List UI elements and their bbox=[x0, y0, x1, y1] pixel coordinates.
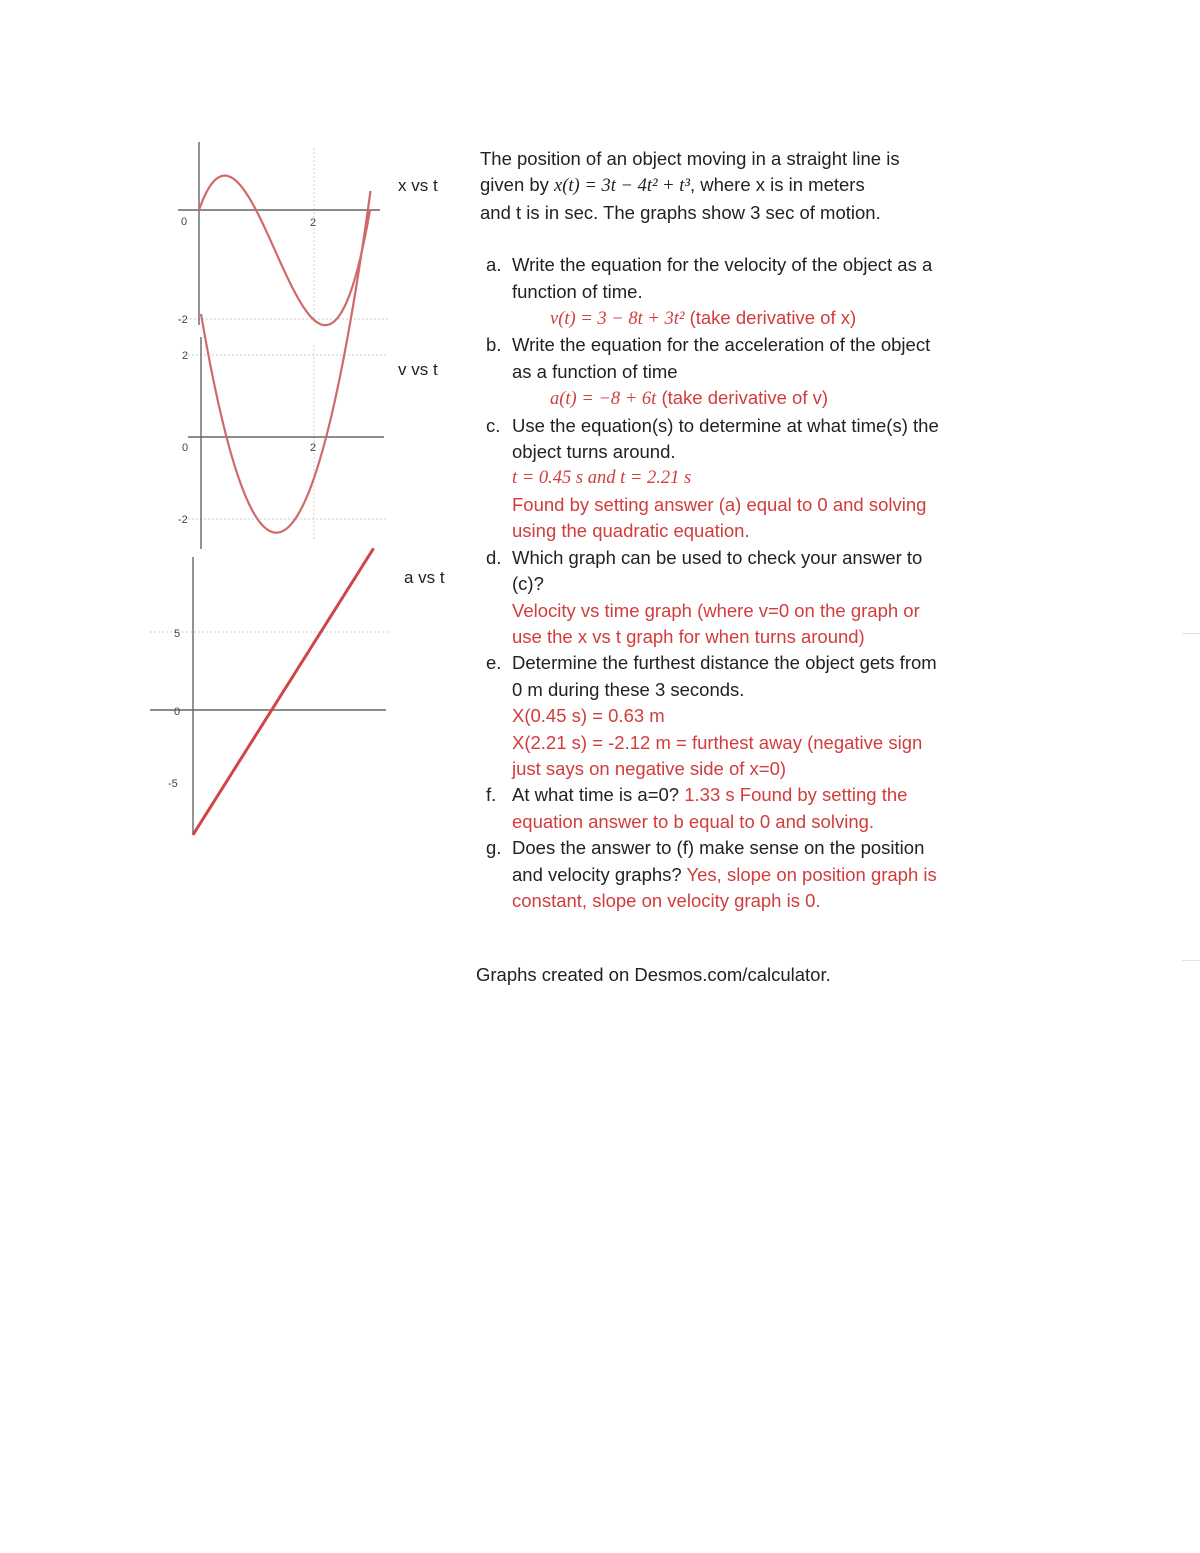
position-graph-plot bbox=[148, 140, 393, 330]
answer-e-1: X(0.45 s) = 0.63 m bbox=[512, 705, 665, 727]
position-graph-label: x vs t bbox=[398, 176, 438, 195]
problem-text bbox=[478, 146, 948, 914]
question-letter: e. bbox=[486, 652, 502, 674]
answer-note: (take derivative of v) bbox=[656, 387, 829, 409]
intro-line-3: and t is in sec. The graphs show 3 sec of motion. bbox=[480, 201, 881, 223]
question-letter: b. bbox=[486, 334, 502, 356]
question-letter: g. bbox=[486, 837, 502, 859]
acceleration-equation: a(t) = −8 + 6t bbox=[550, 389, 657, 410]
intro-line-2-rest: , where x is in meters bbox=[689, 174, 865, 196]
problem-intro bbox=[480, 146, 948, 226]
question-a bbox=[478, 252, 948, 332]
velocity-graph-plot bbox=[148, 335, 393, 550]
question-letter: c. bbox=[486, 414, 501, 436]
position-curve bbox=[199, 176, 370, 326]
question-c bbox=[478, 413, 948, 545]
answer-a bbox=[512, 305, 948, 332]
question-text: Determine the furthest distance the object gets from 0 m during these 3 seconds. bbox=[512, 652, 937, 700]
question-d bbox=[478, 545, 948, 651]
tick-label: 0 bbox=[181, 216, 188, 228]
answer-d: Velocity vs time graph (where v=0 on the graph or use the x vs t graph for when turns around) bbox=[512, 599, 920, 647]
velocity-graph bbox=[148, 335, 393, 550]
tick-label: 2 bbox=[310, 442, 317, 454]
answer-g: Yes, slope on position graph is constant, slope on velocity graph is 0. bbox=[512, 863, 937, 911]
tick-label: 2 bbox=[310, 217, 317, 229]
question-f-body bbox=[512, 782, 948, 835]
answer-note: (take derivative of x) bbox=[684, 307, 857, 329]
question-text: Write the equation for the velocity of the object as a function of time. bbox=[512, 254, 933, 302]
question-letter: f. bbox=[486, 784, 497, 806]
tick-label: -5 bbox=[168, 778, 178, 790]
question-text: Write the equation for the acceleration of the object as a function of time bbox=[512, 334, 931, 382]
velocity-graph-label: v vs t bbox=[398, 360, 438, 379]
question-text: Use the equation(s) to determine at what time(s) the object turns around. bbox=[512, 414, 939, 463]
answer-f: 1.33 s Found by setting the equation answer to b equal to 0 and solving. bbox=[512, 784, 908, 832]
tick-label: -2 bbox=[178, 314, 188, 326]
question-letter: a. bbox=[486, 254, 502, 276]
acceleration-graph-plot bbox=[148, 555, 393, 840]
question-f bbox=[478, 782, 948, 835]
page-edge-mark bbox=[1182, 633, 1200, 634]
acceleration-graph bbox=[148, 555, 393, 840]
question-g bbox=[478, 835, 948, 914]
question-list bbox=[478, 252, 948, 914]
intro-given-by: given by bbox=[480, 174, 549, 196]
question-text: Which graph can be used to check your answer to (c)? bbox=[512, 546, 923, 595]
position-equation: x(t) = 3t − 4t² + t³ bbox=[554, 176, 690, 197]
answer-b bbox=[512, 385, 948, 412]
acceleration-line bbox=[193, 548, 374, 834]
intro-line-1: The position of an object moving in a straight line is bbox=[480, 148, 900, 169]
answer-e-2: X(2.21 s) = -2.12 m = furthest away (negative sign just says on negative side of x=0) bbox=[512, 731, 923, 779]
question-g-body bbox=[512, 835, 948, 914]
question-e bbox=[478, 650, 948, 782]
footer-credit: Graphs created on Desmos.com/calculator. bbox=[476, 964, 831, 985]
question-text: At what time is a=0? bbox=[512, 784, 685, 806]
position-graph bbox=[148, 140, 393, 330]
page-edge-mark bbox=[1182, 960, 1200, 961]
question-letter: d. bbox=[486, 546, 502, 568]
question-b bbox=[478, 332, 948, 412]
tick-label: 5 bbox=[174, 628, 181, 640]
velocity-equation: v(t) = 3 − 8t + 3t² bbox=[550, 309, 685, 330]
tick-label: 2 bbox=[182, 350, 189, 362]
tick-label: -2 bbox=[178, 514, 188, 526]
question-text: Does the answer to (f) make sense on the position and velocity graphs? bbox=[512, 837, 925, 885]
answer-note: Found by setting answer (a) equal to 0 and solving using the quadratic equation. bbox=[512, 493, 927, 542]
acceleration-graph-label: a vs t bbox=[404, 568, 445, 587]
tick-label: 0 bbox=[174, 706, 181, 718]
turnaround-times: t = 0.45 s and t = 2.21 s bbox=[512, 468, 692, 489]
tick-label: 0 bbox=[182, 442, 189, 454]
